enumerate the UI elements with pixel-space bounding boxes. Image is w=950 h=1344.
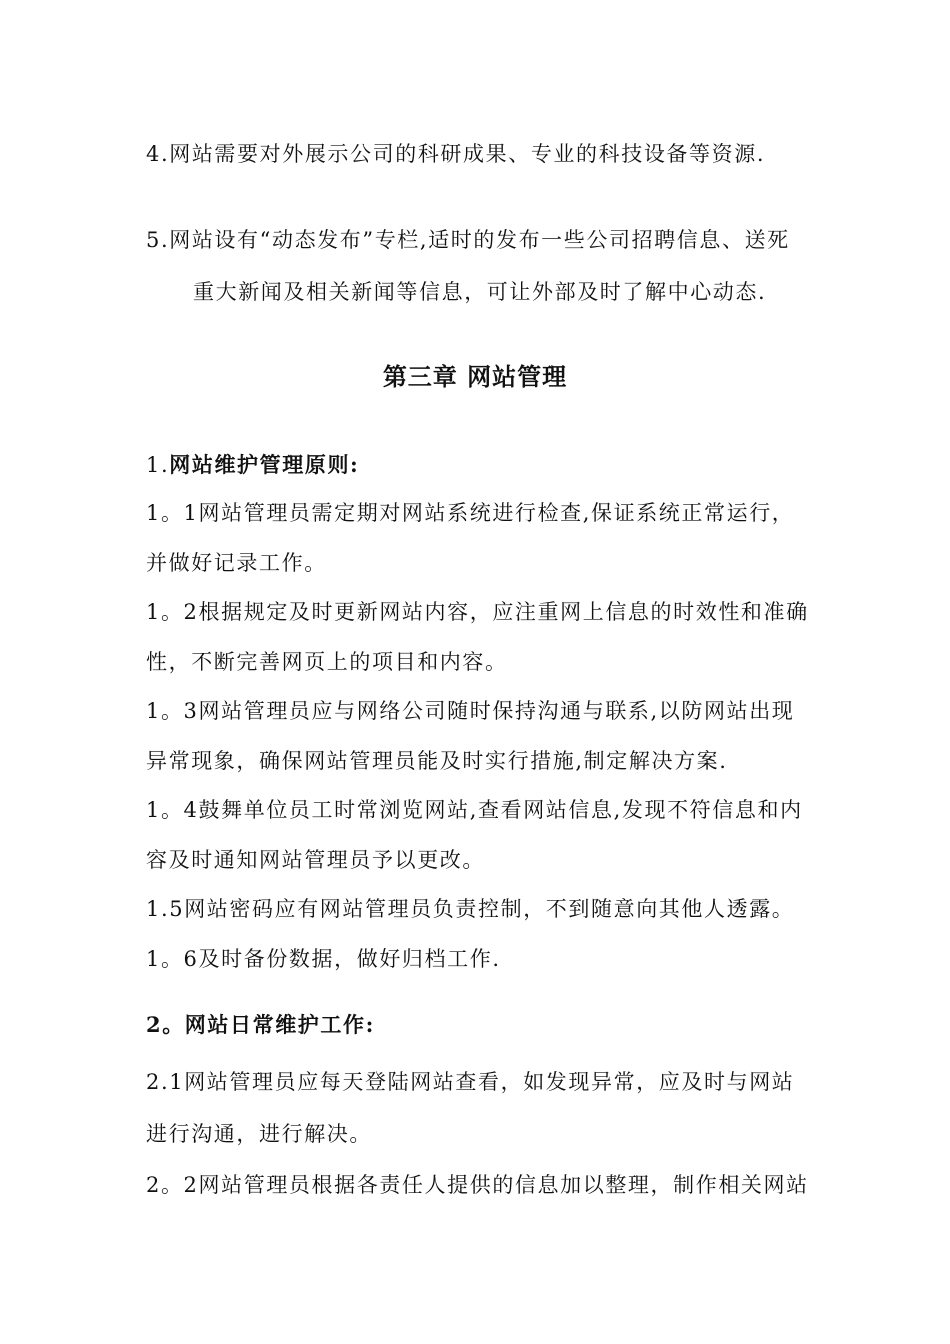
- section-1-line: 容及时通知网站管理员予以更改。: [146, 848, 485, 872]
- section-1-line: 1.5网站密码应有网站管理员负责控制，不到随意向其他人透露。: [146, 897, 795, 921]
- section-2-heading: 2。网站日常维护工作:: [146, 1012, 375, 1037]
- section-1-heading: [146, 454, 359, 476]
- section-2-line: 2.1网站管理员应每天登陆网站查看，如发现异常，应及时与网站: [146, 1070, 795, 1094]
- section-1-line: 1。6及时备份数据，做好归档工作.: [146, 947, 501, 971]
- section-1-title: 网站维护管理原则:: [169, 452, 360, 477]
- paragraph-item-5-continued: 重大新闻及相关新闻等信息，可让外部及时了解中心动态.: [193, 280, 767, 304]
- section-1-line: 并做好记录工作。: [146, 551, 327, 575]
- section-1-number: 1.: [146, 453, 170, 477]
- chapter-title: 第三章 网站管理: [382, 362, 568, 391]
- section-2-line: 2。2网站管理员根据各责任人提供的信息加以整理，制作相关网站: [146, 1173, 809, 1197]
- section-1-line: 异常现象，确保网站管理员能及时实行措施,制定解决方案.: [146, 749, 728, 773]
- paragraph-item-4: 4.网站需要对外展示公司的科研成果、专业的科技设备等资源.: [146, 142, 766, 166]
- section-1-line: 性，不断完善网页上的项目和内容。: [146, 650, 508, 674]
- section-1-line: 1。2根据规定及时更新网站内容，应注重网上信息的时效性和准确: [146, 600, 809, 624]
- section-1-line: 1。1网站管理员需定期对网站系统进行检查,保证系统正常运行，: [146, 501, 795, 525]
- section-1-line: 1。4鼓舞单位员工时常浏览网站,查看网站信息,发现不符信息和内: [146, 798, 803, 822]
- section-2-line: 进行沟通，进行解决。: [146, 1122, 372, 1146]
- paragraph-item-5: 5.网站设有“动态发布”专栏,适时的发布一些公司招聘信息、送死: [146, 228, 790, 252]
- section-1-line: 1。3网站管理员应与网络公司随时保持沟通与联系,以防网站出现: [146, 699, 795, 723]
